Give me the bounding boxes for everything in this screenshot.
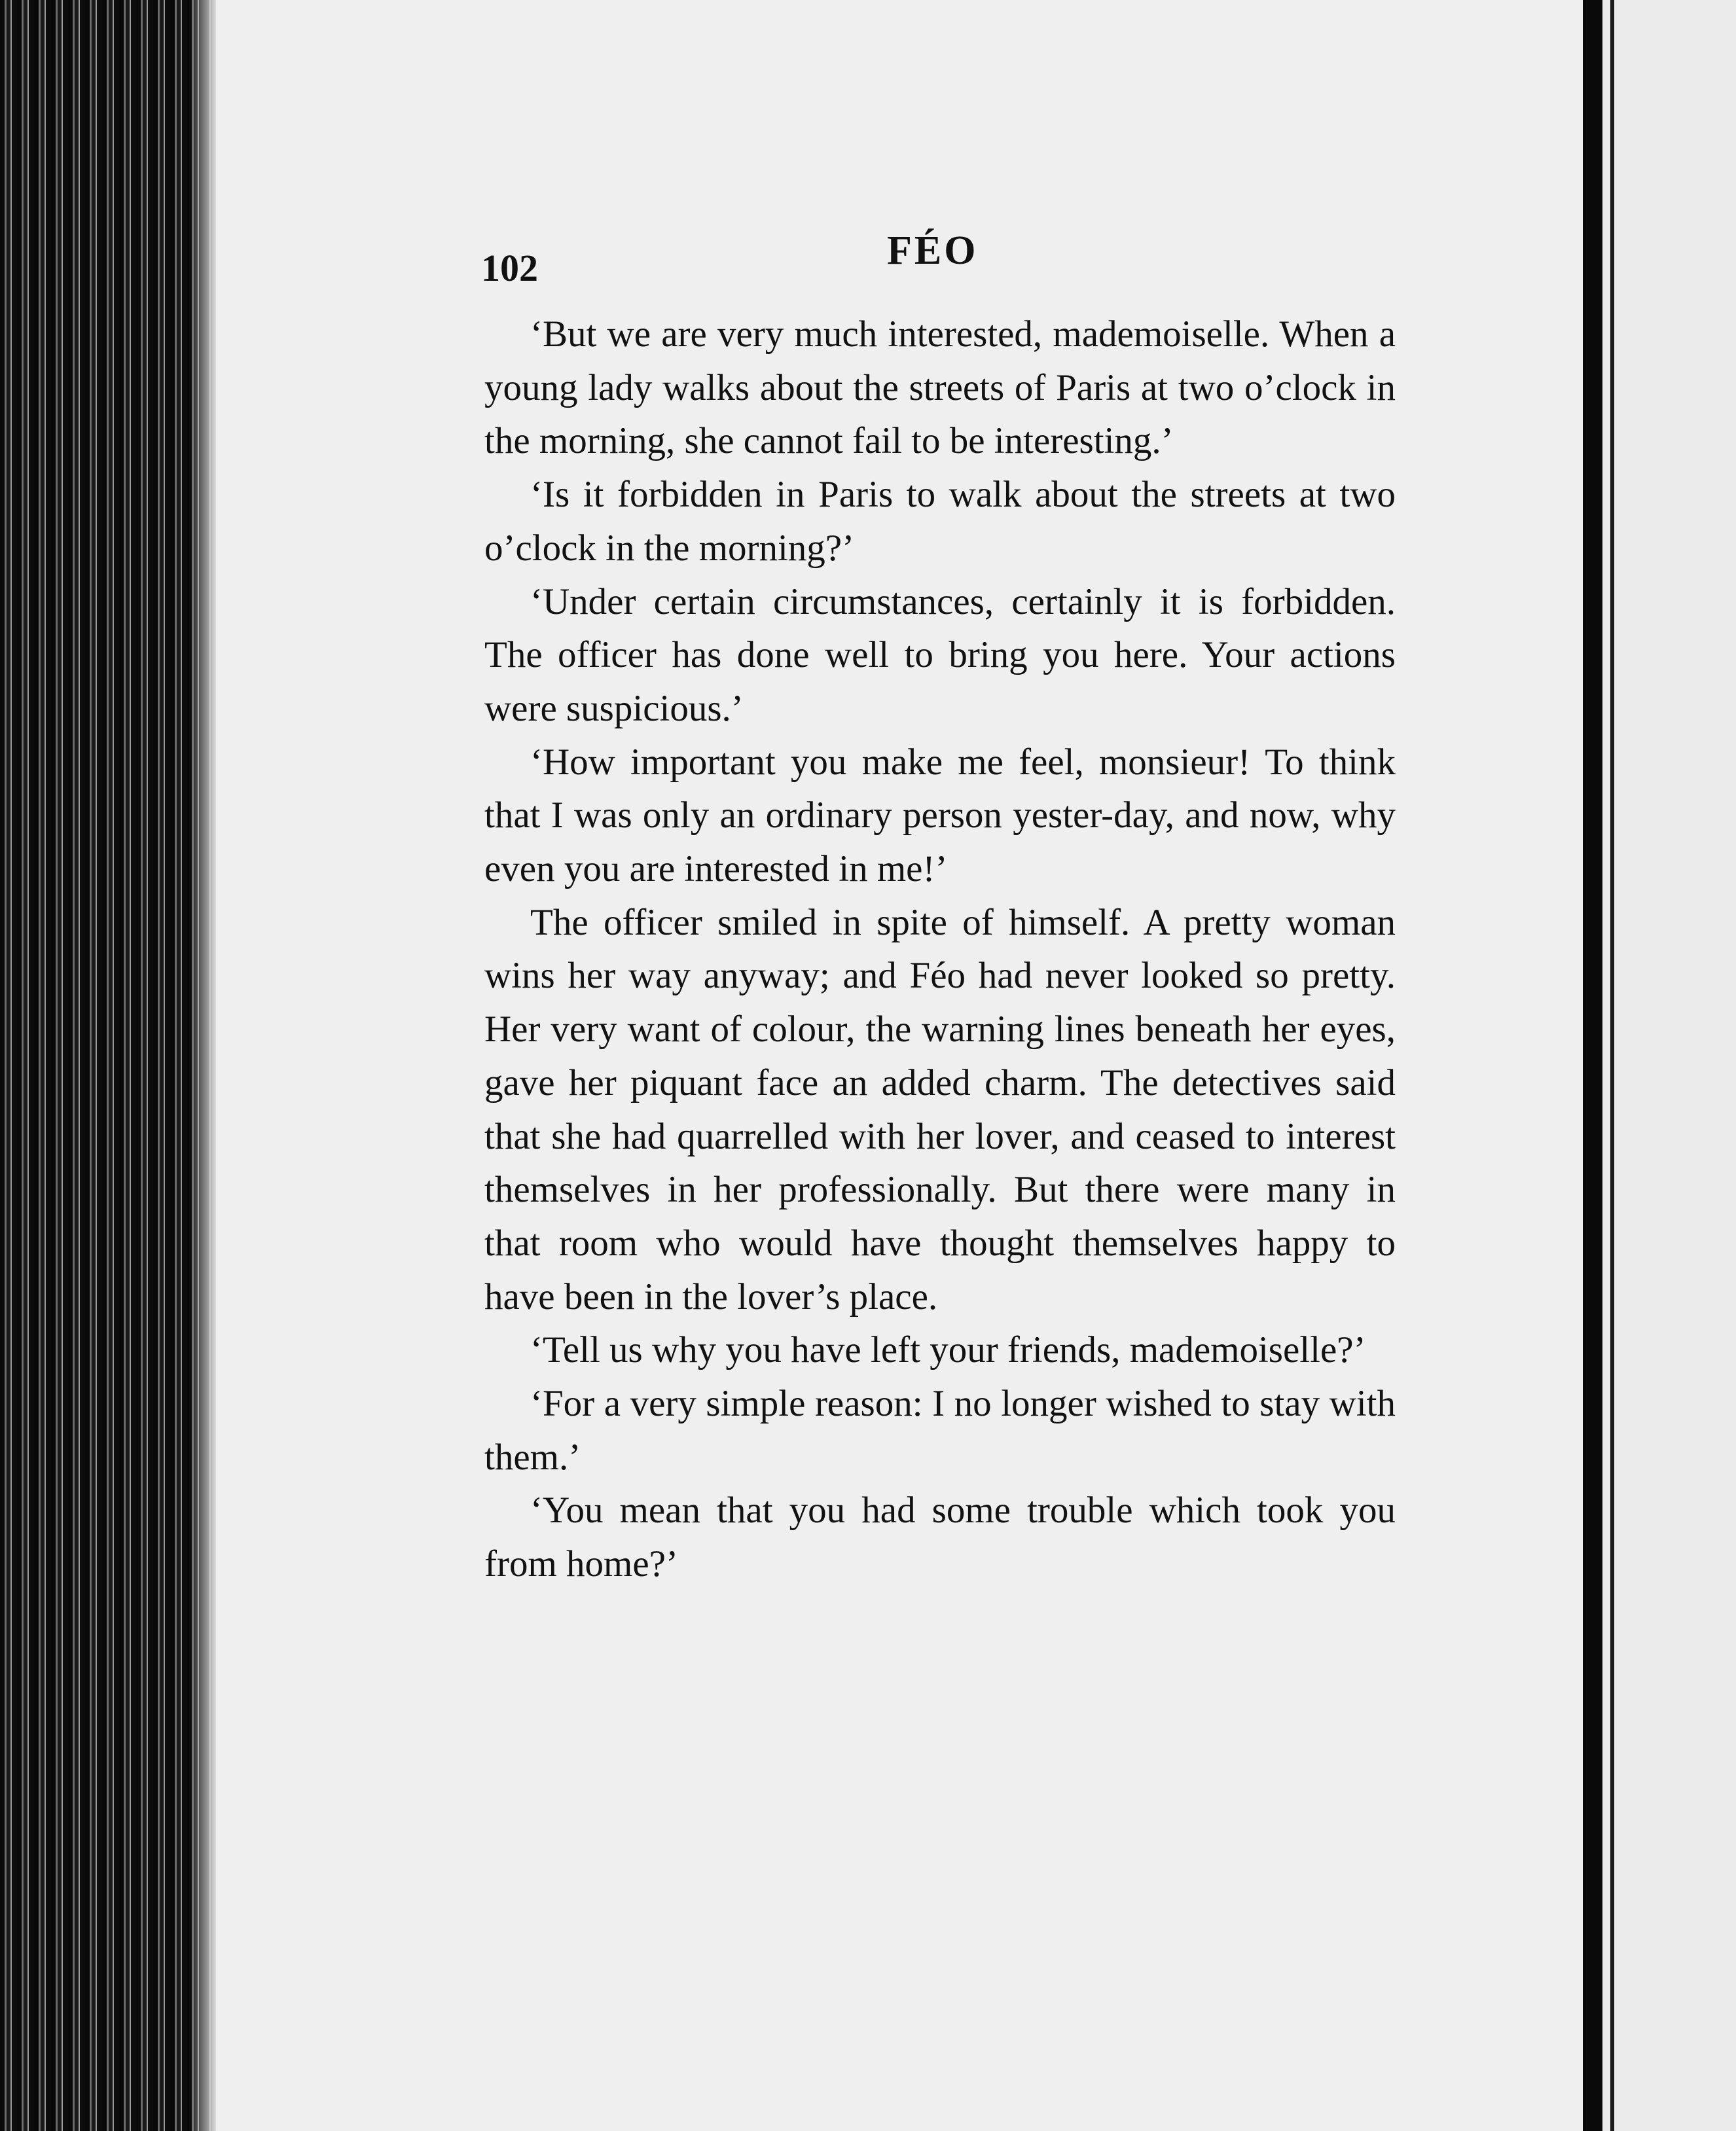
paragraph: ‘Tell us why you have left your friends, mademoiselle?’ — [530, 1329, 1366, 1371]
page-number: 102 — [481, 247, 538, 289]
paragraph: ‘For a very simple reason: I no longer wished to stay with them.’ — [484, 1383, 1396, 1478]
paragraph: ‘You mean that you had some trouble which took you from home?’ — [484, 1490, 1396, 1585]
facing-page-edge — [1602, 0, 1736, 2131]
running-title: FÉO — [887, 228, 979, 273]
page-header — [481, 228, 1398, 300]
paragraph: ‘Under certain circumstances, certainly it is forbidden. The officer has done well to bring you here. Your actions were suspicious.’ — [484, 581, 1396, 729]
body-text — [484, 308, 1396, 1591]
page-gutter — [1583, 0, 1602, 2131]
book-spine-edge — [0, 0, 216, 2131]
paragraph: ‘How important you make me feel, monsieur! To think that I was only an ordinary person yester-day, and now, why even you are interested in me!’ — [484, 741, 1396, 890]
paragraph: The officer smiled in spite of himself. A pretty woman wins her way anyway; and Féo had never looked so pretty. Her very want of colour, the warning lines beneath her eyes, gave her piquant face an added charm. The detectives said that she had quarrelled with her lover, and ceased to interest themselves in her professionally. But there were many in that room who would have thought themselves happy to have been in the lover’s place. — [484, 901, 1396, 1317]
paragraph: ‘Is it forbidden in Paris to walk about the streets at two o’clock in the morning?’ — [484, 474, 1396, 569]
paragraph: ‘But we are very much interested, mademoiselle. When a young lady walks about the streets of Paris at two o’clock in the morning, she cannot fail to be interesting.’ — [484, 313, 1396, 462]
